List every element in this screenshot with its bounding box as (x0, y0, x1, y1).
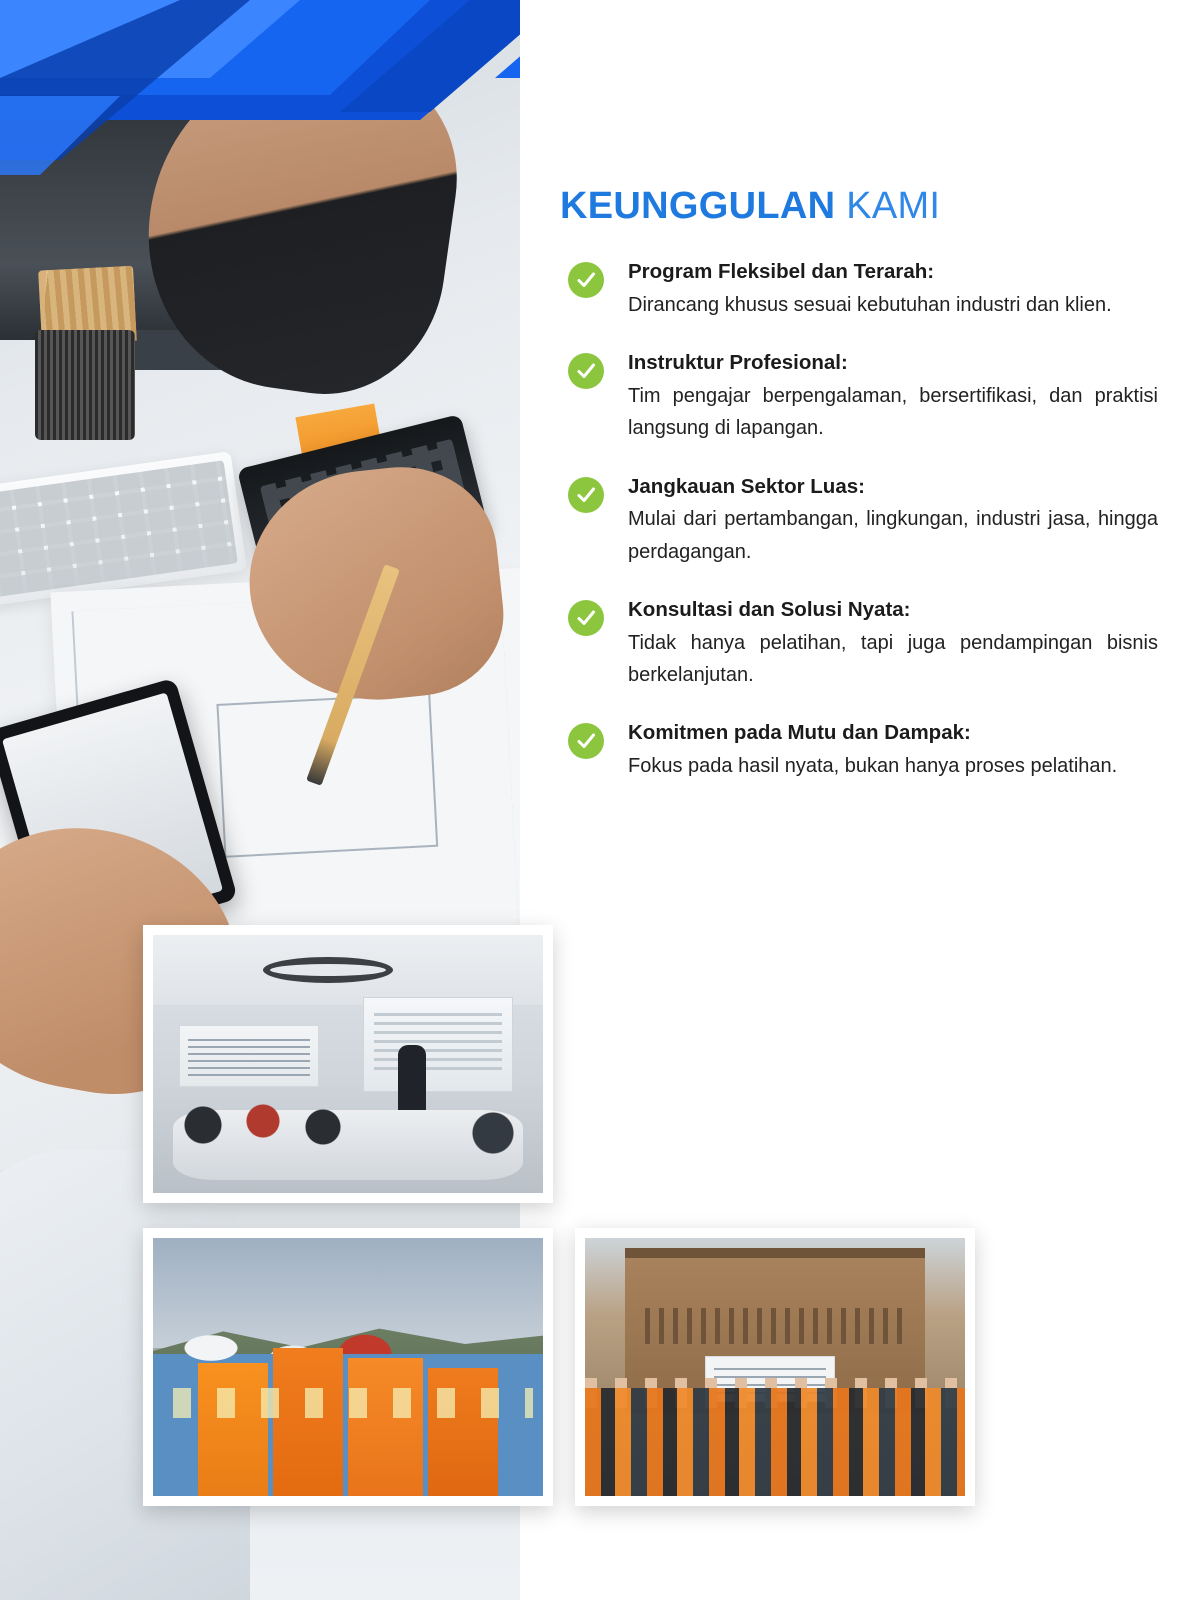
wall-banner-shape (179, 1025, 319, 1087)
list-item-title: Jangkauan Sektor Luas: (628, 474, 865, 498)
group-photo-card (575, 1228, 975, 1506)
list-item-title: Konsultasi dan Solusi Nyata: (628, 597, 911, 621)
reflective-stripes-shape (173, 1388, 533, 1418)
list-item (560, 258, 1160, 321)
participants-row-shape (585, 1388, 965, 1496)
advantages-list (560, 258, 1160, 810)
meeting-photo-card (143, 925, 553, 1203)
projector-screen-shape (363, 997, 513, 1092)
ceiling-light-shape (263, 957, 393, 983)
list-item-description: Mulai dari pertambangan, lingkungan, industri jasa, hingga perdagangan. (628, 508, 1158, 563)
check-circle-icon (568, 600, 604, 636)
list-item (560, 719, 1160, 782)
field-photo-card (143, 1228, 553, 1506)
railing-shape (645, 1308, 905, 1344)
group-photo (585, 1238, 965, 1496)
pen-cup-shape (35, 330, 135, 440)
page-title-bold: KEUNGGULAN (560, 185, 836, 227)
check-circle-icon (568, 477, 604, 513)
check-circle-icon (568, 353, 604, 389)
list-item-title: Instruktur Profesional: (628, 351, 848, 375)
page-title (560, 185, 940, 228)
list-item (560, 349, 1160, 444)
check-circle-icon (568, 262, 604, 298)
safety-vests-shape (173, 1348, 533, 1496)
list-item-description: Tidak hanya pelatihan, tapi juga pendampingan bisnis berkelanjutan. (628, 631, 1158, 687)
list-item (560, 596, 1160, 691)
field-photo (153, 1238, 543, 1496)
meeting-photo (153, 935, 543, 1193)
list-item-title: Komitmen pada Mutu dan Dampak: (628, 721, 971, 745)
page-title-light: KAMI (846, 185, 941, 227)
list-item (560, 473, 1160, 568)
list-item-description: Fokus pada hasil nyata, bukan hanya proses pelatihan. (628, 755, 1118, 778)
check-circle-icon (568, 723, 604, 759)
participants-shape (163, 1085, 543, 1193)
list-item-title: Program Fleksibel dan Terarah: (628, 260, 935, 283)
list-item-description: Dirancang khusus sesuai kebutuhan industri dan klien. (628, 293, 1112, 316)
list-item-description: Tim pengajar berpengalaman, bersertifikasi, dan praktisi langsung di lapangan. (628, 384, 1158, 440)
